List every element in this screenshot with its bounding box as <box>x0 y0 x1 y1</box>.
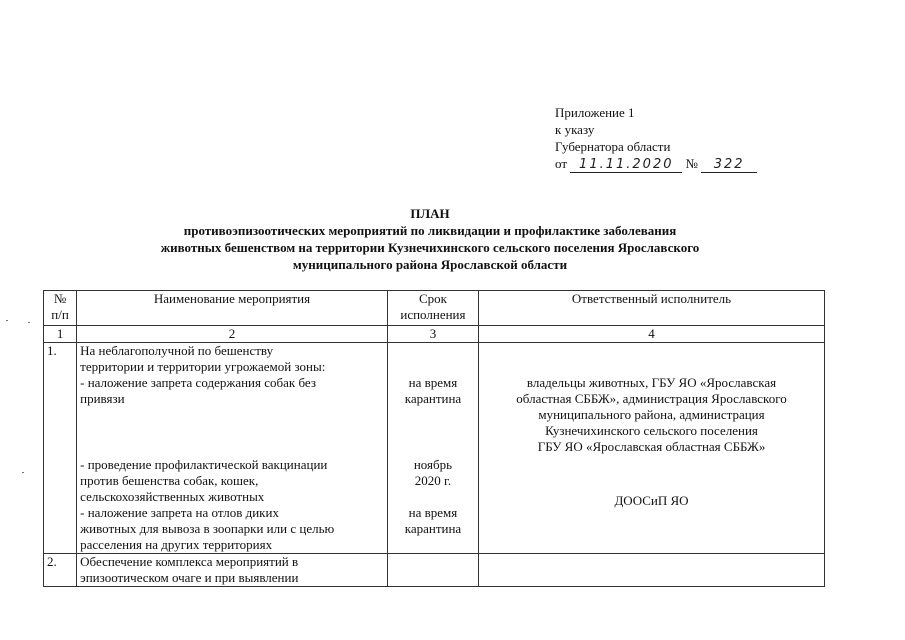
table-header-row <box>44 291 825 326</box>
scan-speck <box>6 320 8 321</box>
column-number-row <box>44 326 825 343</box>
header-responsible: Ответственный исполнитель <box>479 291 825 326</box>
row-responsible <box>479 554 825 587</box>
scan-speck <box>22 472 24 473</box>
row-number: 2. <box>44 554 77 587</box>
header-term: Срок исполнения <box>387 291 478 326</box>
row-term <box>387 554 478 587</box>
appendix-note <box>555 104 757 173</box>
row-number: 1. <box>44 343 77 554</box>
table-row <box>44 343 825 554</box>
row-term: на время карантина ноябрь 2020 г. на время карантина <box>387 343 478 554</box>
table-row <box>44 554 825 587</box>
row-measure: На неблагополучной по бешенству территории и территории угрожаемой зоны: - наложение запрета содержания собак без привязи - проведение профилактической вакцинации против бешенства собак, кошек, сельскохозяйственных животных - наложение запрета на отлов диких животных для вывоза в зоопарки или с целью расселения на других территориях <box>77 343 388 554</box>
title-heading: ПЛАН <box>410 206 450 221</box>
row-responsible: владельцы животных, ГБУ ЯО «Ярославская областная СББЖ», администрация Ярославского муниципального района, администрация Кузнечихинского сельского поселения ГБУ ЯО «Ярославская областная СББЖ» ДООСиП ЯО <box>479 343 825 554</box>
document-title <box>100 205 760 273</box>
handwritten-date: 11.11.2020 <box>570 157 682 173</box>
title-line: животных бешенством на территории Кузнечихинского сельского поселения Ярославского <box>160 240 700 255</box>
scan-speck <box>28 322 30 323</box>
header-num: № п/п <box>44 291 77 326</box>
appendix-line: Приложение 1 <box>555 105 635 120</box>
appendix-line: Губернатора области <box>555 139 671 154</box>
from-label: от <box>555 156 568 171</box>
appendix-line: к указу <box>555 122 595 137</box>
header-name: Наименование мероприятия <box>77 291 388 326</box>
column-number: 2 <box>77 326 388 343</box>
row-measure: Обеспечение комплекса мероприятий в эпизоотическом очаге и при выявлении <box>77 554 388 587</box>
title-line: противоэпизоотических мероприятий по ликвидации и профилактике заболевания <box>183 223 677 238</box>
number-label: № <box>685 156 698 171</box>
column-number: 4 <box>479 326 825 343</box>
appendix-date-row <box>555 155 757 173</box>
title-line: муниципального района Ярославской области <box>292 257 568 272</box>
plan-table <box>43 290 825 587</box>
handwritten-number: 322 <box>701 157 757 173</box>
column-number: 1 <box>44 326 77 343</box>
column-number: 3 <box>387 326 478 343</box>
